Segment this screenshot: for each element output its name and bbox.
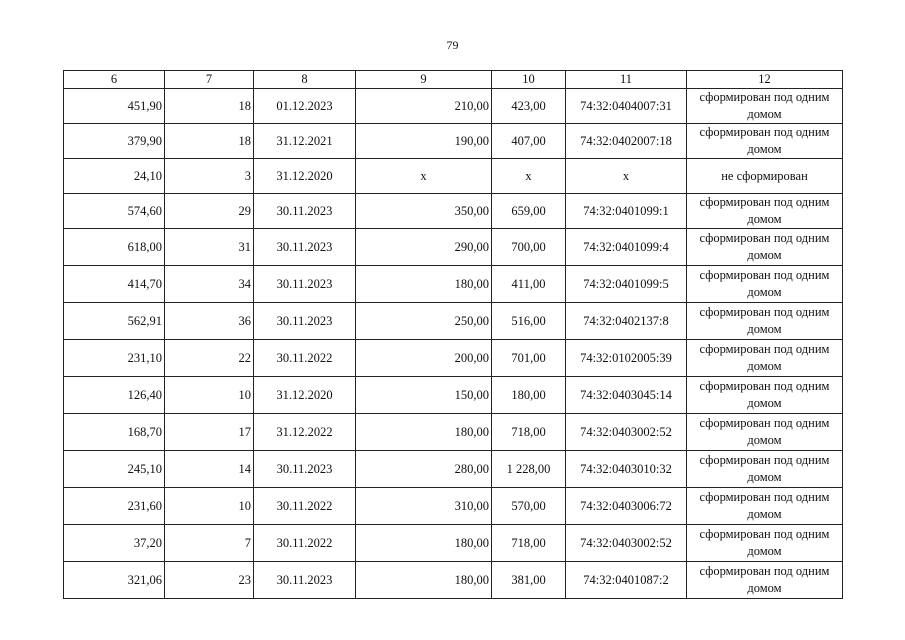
status-cell: сформирован под одним домом xyxy=(687,229,843,266)
table-row xyxy=(64,414,843,451)
value-cell: 190,00 xyxy=(356,124,492,159)
date-cell: 30.11.2023 xyxy=(254,562,356,599)
status-cell: сформирован под одним домом xyxy=(687,414,843,451)
status-cell: сформирован под одним домом xyxy=(687,451,843,488)
value-cell: 200,00 xyxy=(356,340,492,377)
count-cell: 3 xyxy=(165,159,254,194)
table-row xyxy=(64,194,843,229)
amount-cell: 718,00 xyxy=(492,525,566,562)
area-cell: 451,90 xyxy=(64,89,165,124)
status-cell: сформирован под одним домом xyxy=(687,303,843,340)
cadastral-number-cell: 74:32:0404007:31 xyxy=(566,89,687,124)
value-cell: 280,00 xyxy=(356,451,492,488)
amount-cell: 180,00 xyxy=(492,377,566,414)
cadastral-number-cell: 74:32:0401099:5 xyxy=(566,266,687,303)
count-cell: 29 xyxy=(165,194,254,229)
cadastral-number-cell: 74:32:0401099:1 xyxy=(566,194,687,229)
area-cell: 245,10 xyxy=(64,451,165,488)
table-row xyxy=(64,159,843,194)
value-cell: 250,00 xyxy=(356,303,492,340)
amount-cell: 659,00 xyxy=(492,194,566,229)
count-cell: 10 xyxy=(165,377,254,414)
status-cell: сформирован под одним домом xyxy=(687,266,843,303)
date-cell: 30.11.2023 xyxy=(254,451,356,488)
area-cell: 379,90 xyxy=(64,124,165,159)
cadastral-number-cell: 74:32:0102005:39 xyxy=(566,340,687,377)
date-cell: 31.12.2020 xyxy=(254,159,356,194)
count-cell: 10 xyxy=(165,488,254,525)
cadastral-number-cell: 74:32:0403006:72 xyxy=(566,488,687,525)
area-cell: 231,60 xyxy=(64,488,165,525)
table-row xyxy=(64,266,843,303)
status-cell: сформирован под одним домом xyxy=(687,89,843,124)
status-cell: сформирован под одним домом xyxy=(687,377,843,414)
cadastral-number-cell: 74:32:0401099:4 xyxy=(566,229,687,266)
table-row xyxy=(64,340,843,377)
status-cell: сформирован под одним домом xyxy=(687,124,843,159)
amount-cell: 1 228,00 xyxy=(492,451,566,488)
count-cell: 17 xyxy=(165,414,254,451)
date-cell: 31.12.2020 xyxy=(254,377,356,414)
column-header-8: 8 xyxy=(254,71,356,89)
count-cell: 31 xyxy=(165,229,254,266)
table-row xyxy=(64,124,843,159)
column-header-12: 12 xyxy=(687,71,843,89)
amount-cell: x xyxy=(492,159,566,194)
table-row xyxy=(64,562,843,599)
date-cell: 01.12.2023 xyxy=(254,89,356,124)
amount-cell: 407,00 xyxy=(492,124,566,159)
amount-cell: 423,00 xyxy=(492,89,566,124)
area-cell: 562,91 xyxy=(64,303,165,340)
value-cell: 180,00 xyxy=(356,266,492,303)
status-cell: сформирован под одним домом xyxy=(687,340,843,377)
value-cell: 350,00 xyxy=(356,194,492,229)
date-cell: 30.11.2022 xyxy=(254,488,356,525)
date-cell: 30.11.2023 xyxy=(254,266,356,303)
area-cell: 126,40 xyxy=(64,377,165,414)
status-cell: сформирован под одним домом xyxy=(687,488,843,525)
table-row xyxy=(64,525,843,562)
amount-cell: 516,00 xyxy=(492,303,566,340)
table-row xyxy=(64,488,843,525)
registry-table xyxy=(63,70,843,599)
header-row xyxy=(64,71,843,89)
date-cell: 30.11.2022 xyxy=(254,525,356,562)
status-cell: не сформирован xyxy=(687,159,843,194)
count-cell: 18 xyxy=(165,124,254,159)
amount-cell: 381,00 xyxy=(492,562,566,599)
date-cell: 30.11.2023 xyxy=(254,194,356,229)
date-cell: 30.11.2023 xyxy=(254,229,356,266)
count-cell: 18 xyxy=(165,89,254,124)
table-row xyxy=(64,89,843,124)
table-row xyxy=(64,377,843,414)
cadastral-number-cell: 74:32:0402007:18 xyxy=(566,124,687,159)
date-cell: 31.12.2021 xyxy=(254,124,356,159)
count-cell: 23 xyxy=(165,562,254,599)
table-row xyxy=(64,303,843,340)
page-number: 79 xyxy=(446,38,459,52)
date-cell: 30.11.2023 xyxy=(254,303,356,340)
cadastral-number-cell: 74:32:0403010:32 xyxy=(566,451,687,488)
date-cell: 30.11.2022 xyxy=(254,340,356,377)
table-body xyxy=(64,89,843,599)
cadastral-number-cell: 74:32:0403002:52 xyxy=(566,414,687,451)
count-cell: 22 xyxy=(165,340,254,377)
value-cell: x xyxy=(356,159,492,194)
value-cell: 210,00 xyxy=(356,89,492,124)
column-header-6: 6 xyxy=(64,71,165,89)
area-cell: 231,10 xyxy=(64,340,165,377)
amount-cell: 570,00 xyxy=(492,488,566,525)
count-cell: 14 xyxy=(165,451,254,488)
area-cell: 168,70 xyxy=(64,414,165,451)
count-cell: 34 xyxy=(165,266,254,303)
table-row xyxy=(64,451,843,488)
amount-cell: 718,00 xyxy=(492,414,566,451)
cadastral-number-cell: 74:32:0402137:8 xyxy=(566,303,687,340)
cadastral-number-cell: 74:32:0403002:52 xyxy=(566,525,687,562)
area-cell: 321,06 xyxy=(64,562,165,599)
count-cell: 7 xyxy=(165,525,254,562)
amount-cell: 411,00 xyxy=(492,266,566,303)
status-cell: сформирован под одним домом xyxy=(687,562,843,599)
value-cell: 150,00 xyxy=(356,377,492,414)
area-cell: 414,70 xyxy=(64,266,165,303)
table-row xyxy=(64,229,843,266)
column-header-9: 9 xyxy=(356,71,492,89)
column-header-7: 7 xyxy=(165,71,254,89)
value-cell: 180,00 xyxy=(356,562,492,599)
amount-cell: 701,00 xyxy=(492,340,566,377)
area-cell: 37,20 xyxy=(64,525,165,562)
area-cell: 574,60 xyxy=(64,194,165,229)
value-cell: 180,00 xyxy=(356,414,492,451)
value-cell: 290,00 xyxy=(356,229,492,266)
status-cell: сформирован под одним домом xyxy=(687,194,843,229)
column-header-10: 10 xyxy=(492,71,566,89)
area-cell: 618,00 xyxy=(64,229,165,266)
value-cell: 310,00 xyxy=(356,488,492,525)
date-cell: 31.12.2022 xyxy=(254,414,356,451)
count-cell: 36 xyxy=(165,303,254,340)
value-cell: 180,00 xyxy=(356,525,492,562)
cadastral-number-cell: x xyxy=(566,159,687,194)
amount-cell: 700,00 xyxy=(492,229,566,266)
column-header-11: 11 xyxy=(566,71,687,89)
status-cell: сформирован под одним домом xyxy=(687,525,843,562)
cadastral-number-cell: 74:32:0401087:2 xyxy=(566,562,687,599)
area-cell: 24,10 xyxy=(64,159,165,194)
cadastral-number-cell: 74:32:0403045:14 xyxy=(566,377,687,414)
